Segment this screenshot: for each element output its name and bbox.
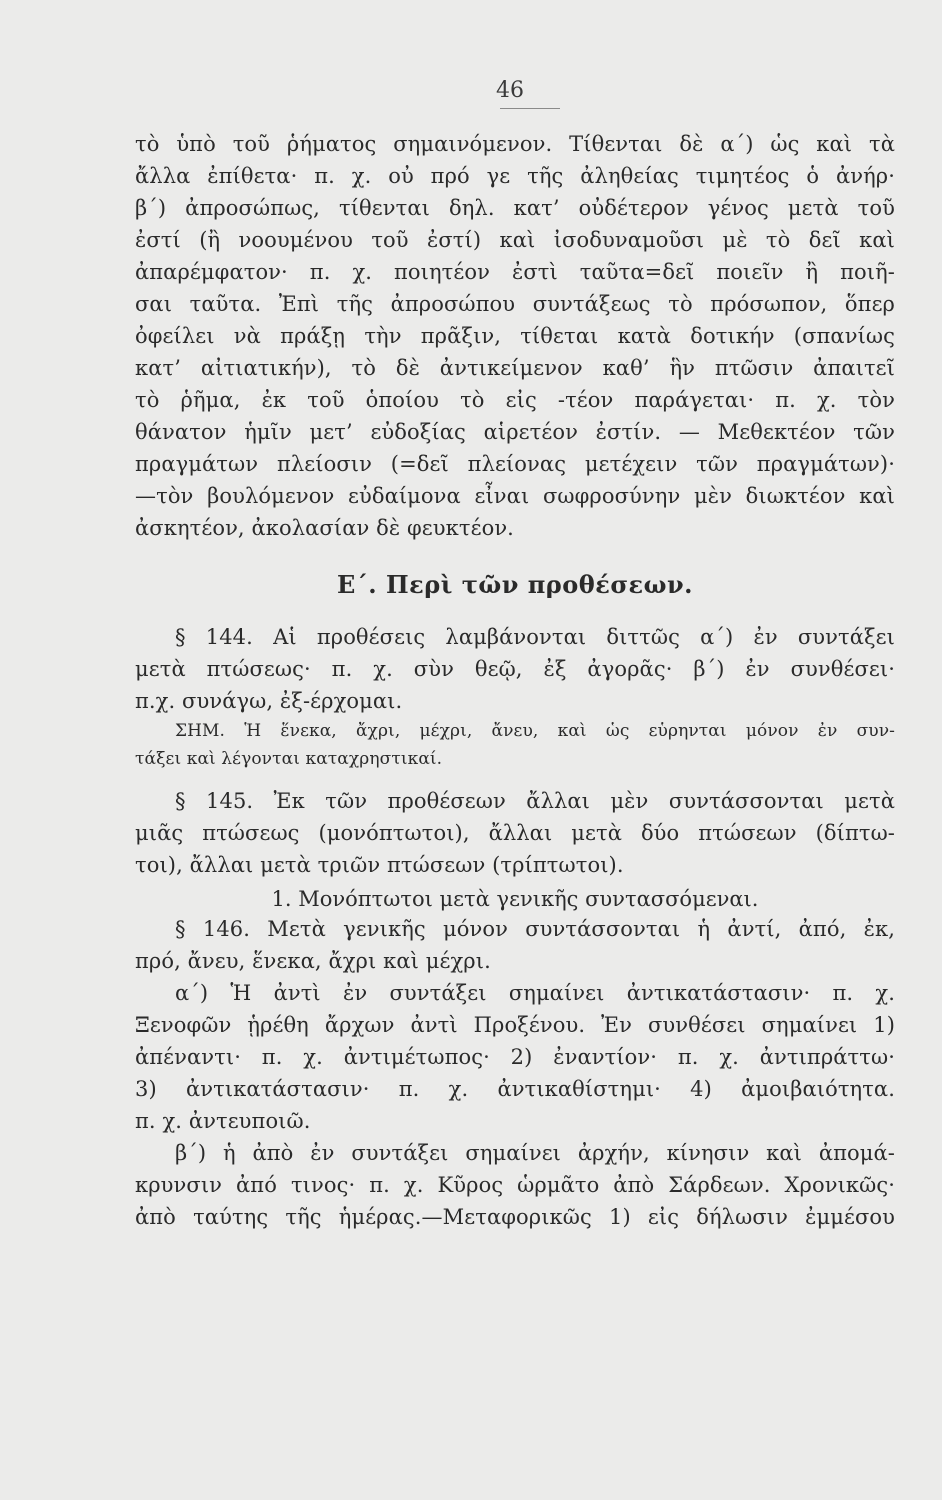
note-line: τάξει καὶ λέγονται καταχρηστικαί. [135,749,443,769]
text-line: κατ’ αἰτιατικήν), τὸ δὲ ἀντικείμενον καθ’ ἣν πτῶσιν ἀπαιτεῖ [135,356,895,380]
paragraph-apo [135,1137,895,1233]
text-line: ἀπαρέμφατον· π. χ. ποιητέον ἐστὶ ταῦτα=δεῖ ποιεῖν ἢ ποιῆ- [135,260,895,284]
text-line: ἐστί (ἢ νοουμένου τοῦ ἐστί) καὶ ἰσοδυναμοῦσι μὲ τὸ δεῖ καὶ [135,228,895,252]
text-line: ἀσκητέον, ἀκολασίαν δὲ φευκτέον. [135,516,514,540]
note-144 [135,717,895,773]
text-line: § 144. Αἱ προθέσεις λαμβάνονται διττῶς α΄) ἐν συντάξει [175,625,895,649]
text-line: θάνατον ἡμῖν μετ’ εὐδοξίας αἱρετέον ἐστίν. — Μεθεκτέον τῶν [135,420,895,444]
text-line: τὸ ὑπὸ τοῦ ῥήματος σημαινόμενον. Τίθενται δὲ α΄) ὡς καὶ τὰ [135,132,895,156]
text-line: ἀπὸ ταύτης τῆς ἡμέρας.—Μεταφορικῶς 1) εἰς δήλωσιν ἐμμέσου [135,1205,895,1229]
text-line: ἄλλα ἐπίθετα· π. χ. οὐ πρό γε τῆς ἀληθείας τιμητέος ὁ ἀνήρ· [135,164,895,188]
page-number: 46 [496,78,524,103]
text-line: ὀφείλει νὰ πράξῃ τὴν πρᾶξιν, τίθεται κατὰ δοτικήν (σπανίως [135,324,895,348]
text-line: τὸ ῥῆμα, ἐκ τοῦ ὁποίου τὸ εἰς -τέον παράγεται· π. χ. τὸν [135,388,895,412]
paragraph-144 [135,621,895,717]
text-line: Ξενοφῶν ᾑρέθη ἄρχων ἀντὶ Προξένου. Ἐν συνθέσει σημαίνει 1) [135,1013,895,1037]
paragraph-146 [135,913,895,977]
page-body [135,128,895,1233]
text-line: ἀπέναντι· π. χ. ἀντιμέτωπος· 2) ἐναντίον· π. χ. ἀντιπράττω· [135,1045,895,1069]
paragraph-anti [135,977,895,1137]
section-heading: Ε΄. Περὶ τῶν προθέσεων. [337,570,693,599]
text-line: μετὰ πτώσεως· π. χ. σὺν θεῷ, ἐξ ἀγορᾶς· β΄) ἐν συνθέσει· [135,657,895,681]
text-line: β΄) ἡ ἀπὸ ἐν συντάξει σημαίνει ἀρχήν, κίνησιν καὶ ἀπομά- [175,1141,895,1165]
text-line: 3) ἀντικατάστασιν· π. χ. ἀντικαθίστημι· 4) ἀμοιβαιότητα. [135,1077,895,1101]
text-line: μιᾶς πτώσεως (μονόπτωτοι), ἄλλαι μετὰ δύο πτώσεων (δίπτω- [135,821,895,845]
note-line: ΣΗΜ. Ἡ ἕνεκα, ἄχρι, μέχρι, ἄνευ, καὶ ὡς εὑρηνται μόνον ἐν συν- [175,721,895,741]
text-line: § 146. Μετὰ γενικῆς μόνον συντάσσονται ἡ ἀντί, ἀπό, ἐκ, [175,917,895,941]
text-line: πρό, ἄνευ, ἕνεκα, ἄχρι καὶ μέχρι. [135,949,491,973]
paragraph-145 [135,785,895,881]
text-line: κρυνσιν ἀπό τινος· π. χ. Κῦρος ὡρμᾶτο ἀπὸ Σάρδεων. Χρονικῶς· [135,1173,895,1197]
text-line: β΄) ἀπροσώπως, τίθενται δηλ. κατ’ οὐδέτερον γένος μετὰ τοῦ [135,196,895,220]
header-rule [500,108,560,109]
text-line: § 145. Ἐκ τῶν προθέσεων ἄλλαι μὲν συντάσσονται μετὰ [175,789,895,813]
paragraph-gerundive [135,128,895,544]
text-line: τοι), ἄλλαι μετὰ τριῶν πτώσεων (τρίπτωτοι). [135,853,624,877]
text-line: —τὸν βουλόμενον εὐδαίμονα εἶναι σωφροσύνην μὲν διωκτέον καὶ [135,484,895,508]
text-line: π.χ. συνάγω, ἐξ-έρχομαι. [135,689,403,713]
spacer [135,773,895,785]
text-line: π. χ. ἀντευποιῶ. [135,1109,311,1133]
subsection-heading: 1. Μονόπτωτοι μετὰ γενικῆς συντασσόμεναι. [271,887,759,911]
text-line: πραγμάτων πλείοσιν (=δεῖ πλείονας μετέχειν τῶν πραγμάτων)· [135,452,895,476]
text-line: σαι ταῦτα. Ἐπὶ τῆς ἀπροσώπου συντάξεως τὸ πρόσωπον, ὅπερ [135,292,895,316]
text-line: α΄) Ἡ ἀντὶ ἐν συντάξει σημαίνει ἀντικατάστασιν· π. χ. [175,981,895,1005]
